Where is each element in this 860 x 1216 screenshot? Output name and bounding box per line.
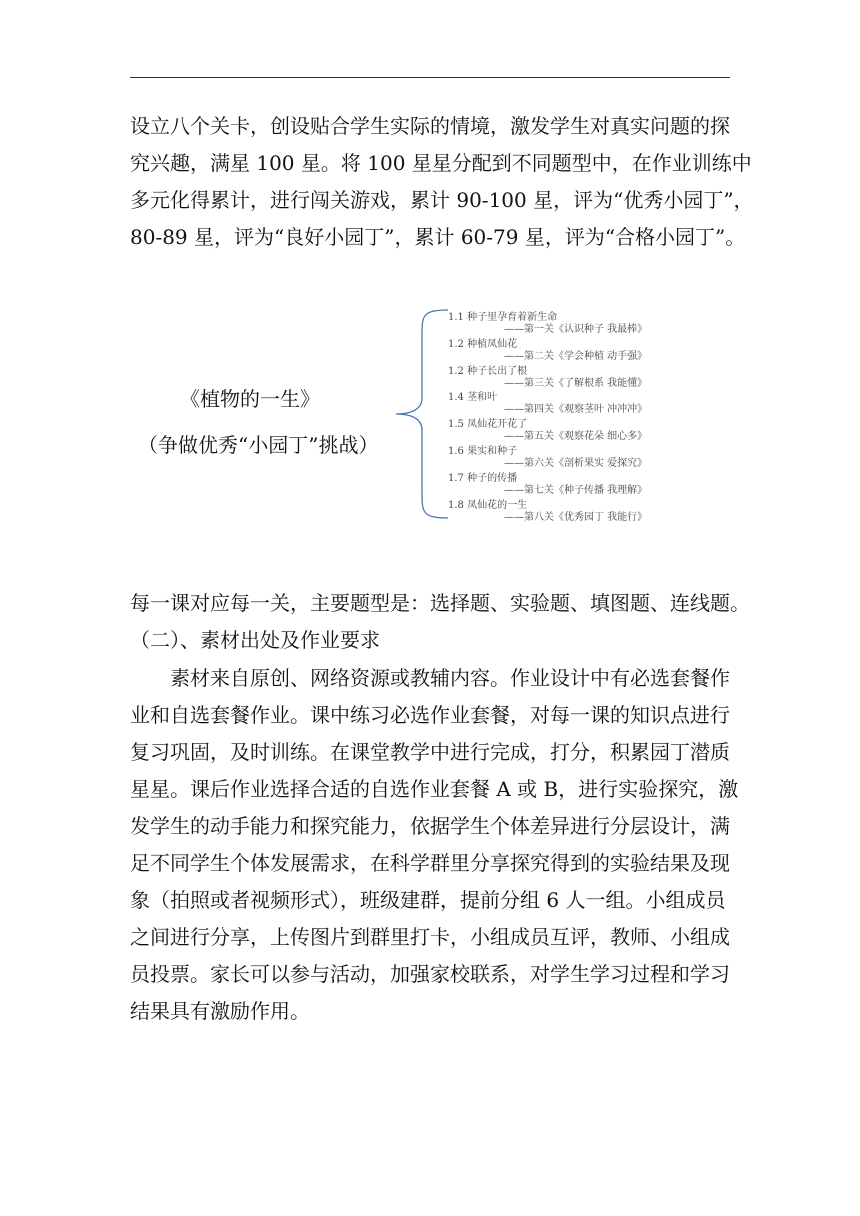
lesson-list xyxy=(448,308,728,522)
text-line: 业和自选套餐作业。课中练习必选作业套餐，对每一课的知识点进行 xyxy=(130,703,730,727)
text-line: 发学生的动手能力和探究能力，依据学生个体差异进行分层设计，满 xyxy=(130,814,730,838)
text-line: 之间进行分享，上传图片到群里打卡，小组成员互评，教师、小组成 xyxy=(130,925,730,949)
lesson-label: 1.7 种子的传播 xyxy=(448,472,518,484)
header-rule xyxy=(130,77,730,78)
text-line: 每一课对应每一关，主要题型是：选择题、实验题、填图题、连线题。 xyxy=(130,591,750,615)
list-item xyxy=(448,335,728,362)
lesson-label: 1.1 种子里孕育着新生命 xyxy=(448,312,558,323)
level-label: ——第三关《了解根系 我能懂》 xyxy=(504,377,648,389)
curly-brace xyxy=(392,306,452,522)
lesson-label: 1.5 凤仙花开花了 xyxy=(448,419,528,431)
text-line: 多元化得累计，进行闯关游戏，累计 90-100 星，评为“优秀小园丁”， xyxy=(130,188,754,212)
lesson-label: 1.6 果实和种子 xyxy=(448,445,518,457)
paragraph-materials xyxy=(130,660,739,1030)
text-line: 足不同学生个体发展需求，在科学群里分享探究得到的实验结果及现 xyxy=(130,851,730,875)
level-label: ——第七关《种子传播 我理解》 xyxy=(504,484,648,496)
list-item xyxy=(448,362,728,389)
text-line: 复习巩固，及时训练。在课堂教学中进行完成，打分，积累园丁潜质 xyxy=(130,740,730,764)
paragraph-question-types xyxy=(130,585,750,622)
lesson-label: 1.2 种植凤仙花 xyxy=(448,338,518,350)
text-line: 员投票。家长可以参与活动，加强家校联系，对学生学习过程和学习 xyxy=(130,962,730,986)
lesson-label: 1.2 种子长出了根 xyxy=(448,365,528,377)
text-line: 究兴趣，满星 100 星。将 100 星星分配到不同题型中，在作业训练中 xyxy=(130,151,752,175)
level-label: ——第四关《观察茎叶 冲冲冲》 xyxy=(504,404,648,416)
level-label: ——第一关《认识种子 我最棒》 xyxy=(504,324,648,335)
list-item xyxy=(448,469,728,496)
level-label: ——第八关《优秀园丁 我能行》 xyxy=(504,511,648,523)
text-line: 素材来自原创、网络资源或教辅内容。作业设计中有必选套餐作 xyxy=(130,666,730,690)
heading-text: （二）、素材出处及作业要求 xyxy=(130,628,380,652)
section-heading xyxy=(130,622,730,659)
list-item xyxy=(448,496,728,523)
levels-diagram xyxy=(130,300,730,540)
paragraph-star-rules xyxy=(130,108,754,256)
text-line: 80-89 星，评为“良好小园丁”，累计 60-79 星，评为“合格小园丁”。 xyxy=(130,225,746,249)
list-item xyxy=(448,388,728,415)
list-item xyxy=(448,442,728,469)
list-item xyxy=(448,308,728,335)
text-line: 星星。课后作业选择合适的自选作业套餐 A 或 B，进行实验探究，激 xyxy=(130,777,739,801)
level-label: ——第六关《剖析果实 爱探究》 xyxy=(504,457,648,469)
text-line: 象（拍照或者视频形式），班级建群，提前分组 6 人一组。小组成员 xyxy=(130,888,726,912)
level-label: ——第五关《观察花朵 细心多》 xyxy=(504,431,648,443)
text-line: 设立八个关卡，创设贴合学生实际的情境，激发学生对真实问题的探 xyxy=(130,114,730,138)
level-label: ——第二关《学会种植 动手强》 xyxy=(504,350,648,362)
diagram-title: 《植物的一生》 xyxy=(180,387,320,411)
diagram-subtitle: （争做优秀“小园丁”挑战） xyxy=(138,433,379,457)
lesson-label: 1.8 凤仙花的一生 xyxy=(448,499,528,511)
list-item xyxy=(448,415,728,442)
text-line: 结果具有激励作用。 xyxy=(130,999,310,1023)
lesson-label: 1.4 茎和叶 xyxy=(448,392,498,404)
